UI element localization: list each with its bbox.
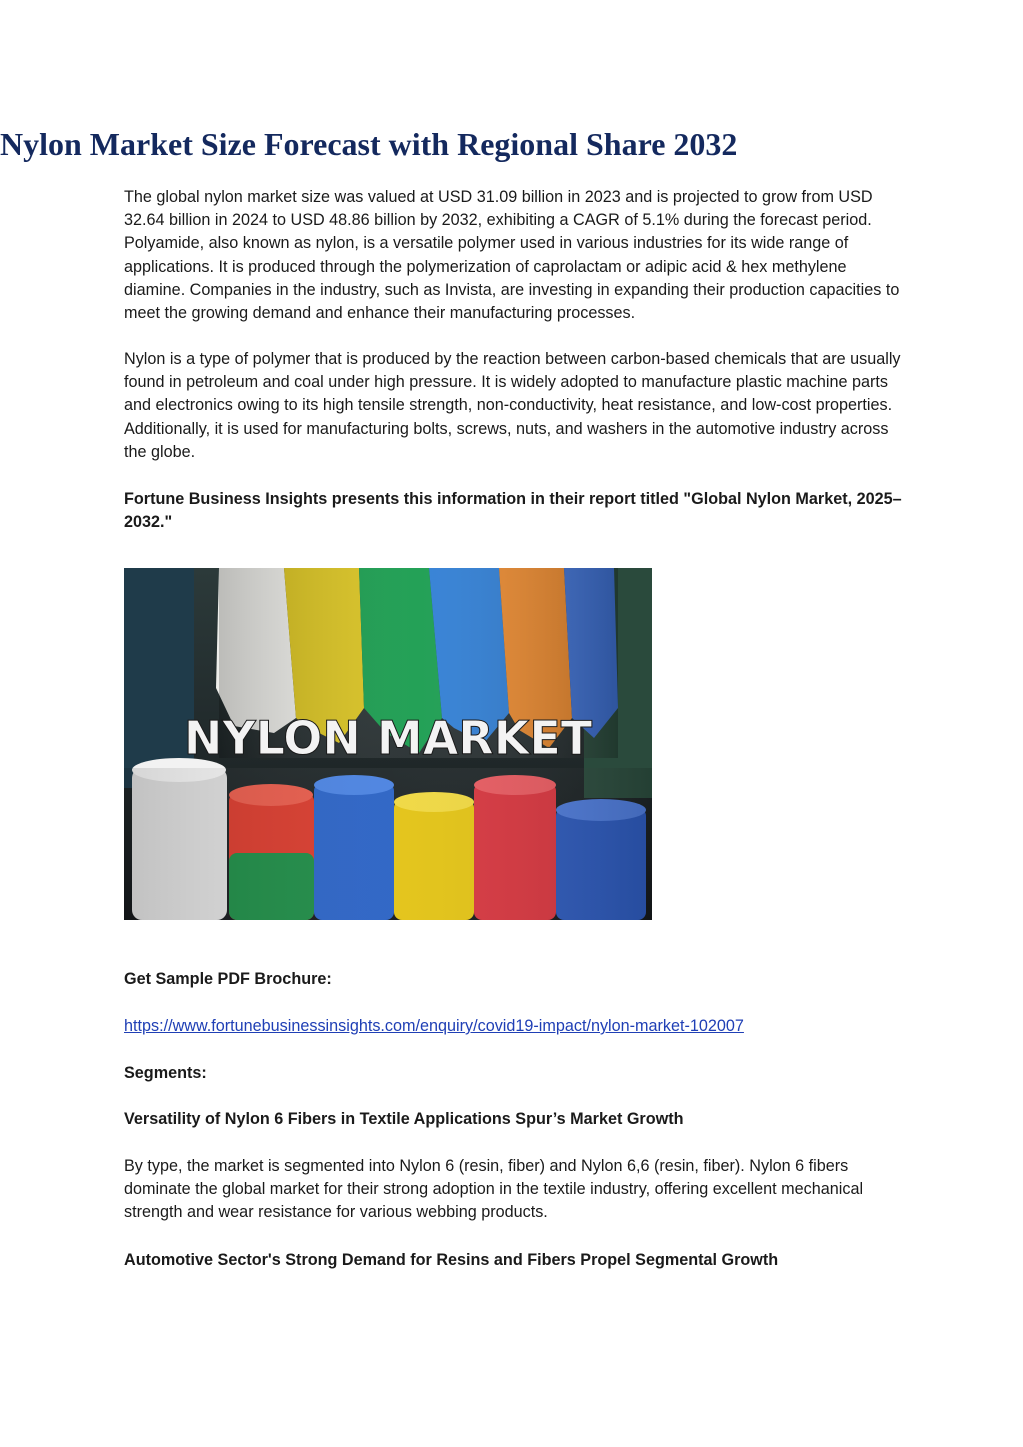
definition-paragraph: Nylon is a type of polymer that is produced by the reaction between carbon-based chemicals that are usually found in petroleum and coal under high pressure. It is widely adopted to manufacture plastic machine parts and electronics owing to its high tensile strength, non-conductivity, heat resistance, and low-cost properties. Additionally, it is used for manufacturing bolts, screws, nuts, and washers in the automotive industry across the globe. [124, 350, 901, 461]
sample-heading: Get Sample PDF Brochure: [124, 970, 332, 988]
sample-brochure-link[interactable]: https://www.fortunebusinessinsights.com/enquiry/covid19-impact/nylon-market-102007 [124, 1017, 744, 1035]
source-note: Fortune Business Insights presents this information in their report titled "Global Nylon Market, 2025–2032." [124, 490, 902, 532]
image-caption-text: NYLON MARKET [183, 711, 593, 765]
application-segment-heading: Automotive Sector's Strong Demand for Resins and Fibers Propel Segmental Growth [124, 1251, 779, 1269]
intro-paragraph: The global nylon market size was valued at USD 31.09 billion in 2023 and is projected to grow from USD 32.64 billion in 2024 to USD 48.86 billion by 2032, exhibiting a CAGR of 5.1% during the forecast period. Polyamide, also known as nylon, is a versatile polymer used in various industries for its wide range of applications. It is produced through the polymerization of caprolactam or adipic acid & hex methylene diamine. Companies in the industry, such as Invista, are investing in expanding their production capacities to meet the growing demand and enhance their manufacturing processes. [124, 188, 900, 323]
type-segment-paragraph: By type, the market is segmented into Nylon 6 (resin, fiber) and Nylon 6,6 (resin, fiber). Nylon 6 fibers dominate the global market for their strong adoption in the textile industry, offering excellent mechanical strength and wear resistance for various webbing products. [124, 1157, 864, 1222]
nylon-market-image [124, 568, 652, 920]
page-title: Nylon Market Size Forecast with Regional Share 2032 [0, 126, 738, 162]
segments-heading: Segments: [124, 1064, 207, 1082]
type-segment-heading: Versatility of Nylon 6 Fibers in Textile Applications Spur’s Market Growth [124, 1110, 684, 1128]
